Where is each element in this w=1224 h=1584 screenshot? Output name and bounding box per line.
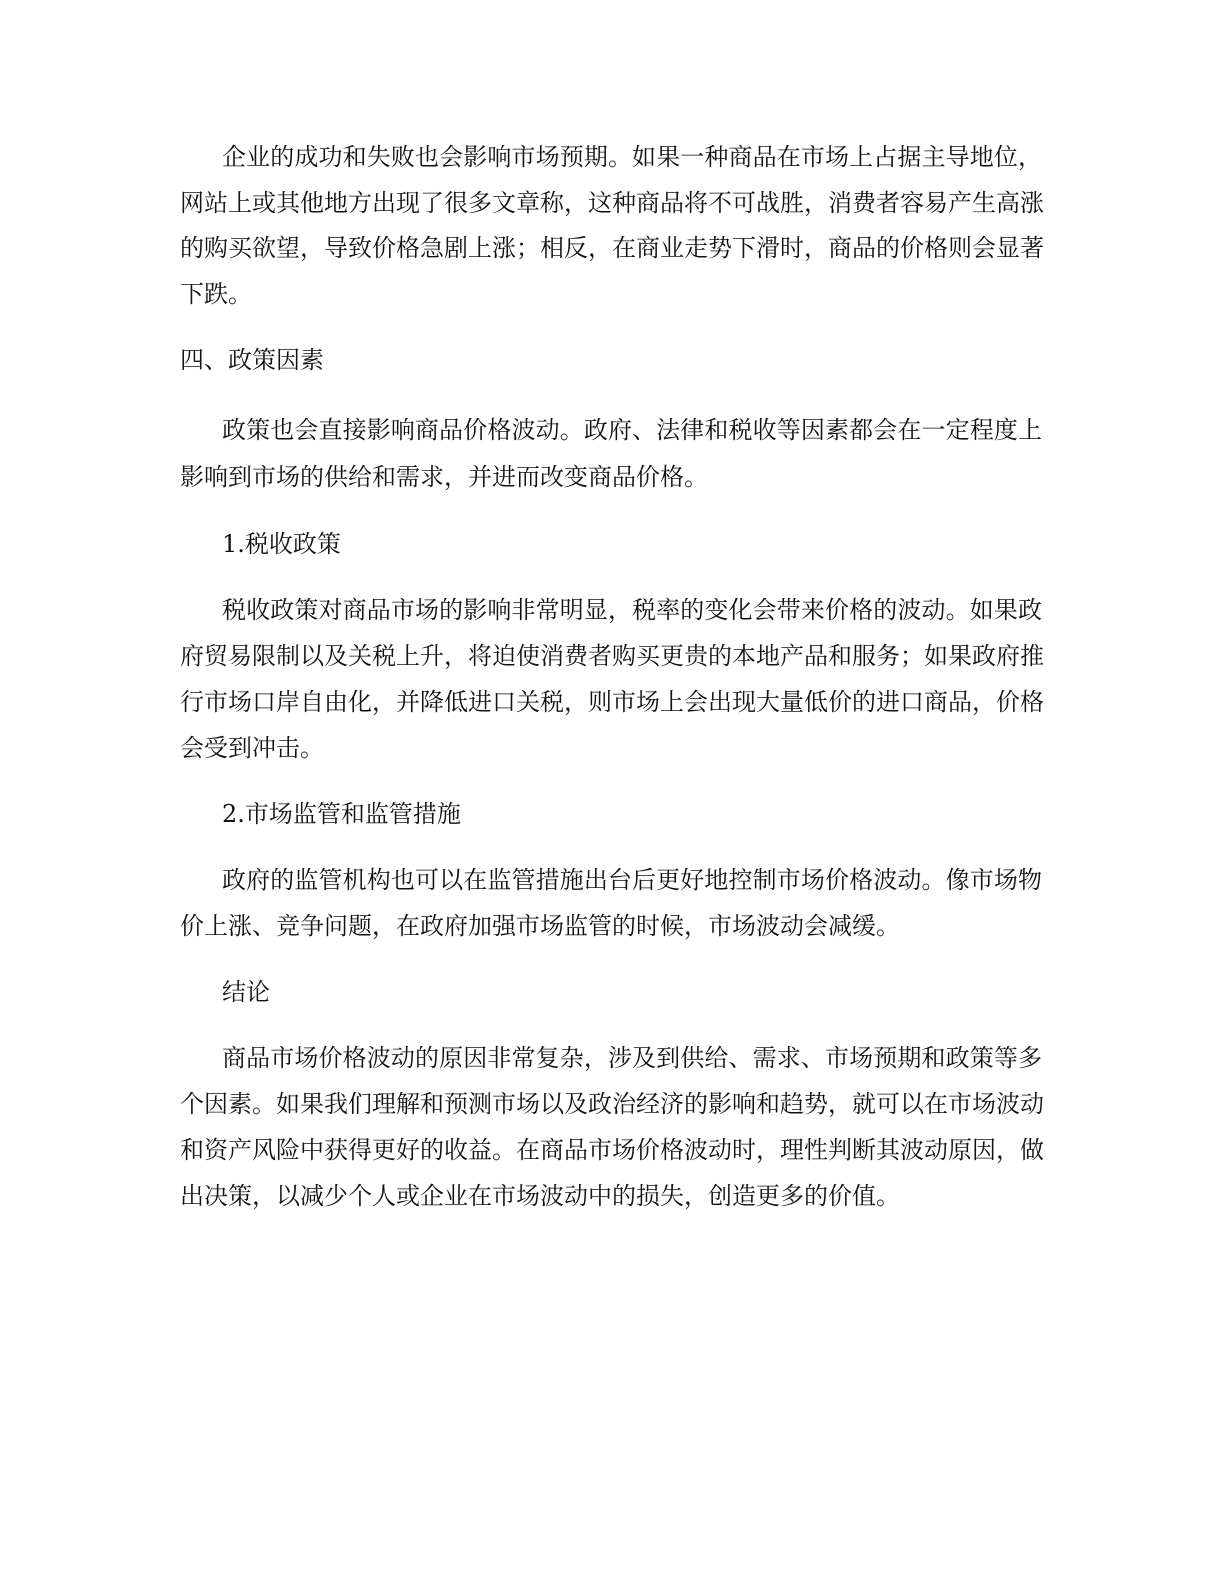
paragraph-line: 的购买欲望，导致价格急剧上涨；相反，在商业走势下滑时，商品的价格则会显著 bbox=[180, 234, 1044, 262]
paragraph-line: 税收政策对商品市场的影响非常明显，税率的变化会带来价格的波动。如果政 bbox=[222, 596, 1042, 624]
paragraph-line: 影响到市场的供给和需求，并进而改变商品价格。 bbox=[180, 463, 708, 491]
paragraph-line: 和资产风险中获得更好的收益。在商品市场价格波动时，理性判断其波动原因，做 bbox=[180, 1136, 1044, 1164]
paragraph-line: 下跌。 bbox=[180, 280, 252, 308]
paragraph-line: 行市场口岸自由化，并降低进口关税，则市场上会出现大量低价的进口商品，价格 bbox=[180, 688, 1044, 716]
paragraph-line: 商品市场价格波动的原因非常复杂，涉及到供给、需求、市场预期和政策等多 bbox=[222, 1044, 1042, 1072]
paragraph-line: 出决策，以减少个人或企业在市场波动中的损失，创造更多的价值。 bbox=[180, 1182, 900, 1210]
paragraph-line: 网站上或其他地方出现了很多文章称，这种商品将不可战胜，消费者容易产生高涨 bbox=[180, 189, 1044, 217]
paragraph-line: 府贸易限制以及关税上升，将迫使消费者购买更贵的本地产品和服务；如果政府推 bbox=[180, 642, 1044, 670]
section-heading: 四、政策因素 bbox=[180, 346, 324, 374]
paragraph-line: 政府的监管机构也可以在监管措施出台后更好地控制市场价格波动。像市场物 bbox=[222, 866, 1042, 894]
paragraph-line: 政策也会直接影响商品价格波动。政府、法律和税收等因素都会在一定程度上 bbox=[222, 416, 1042, 444]
subsection-heading: 2.市场监管和监管措施 bbox=[222, 800, 461, 828]
paragraph-line: 企业的成功和失败也会影响市场预期。如果一种商品在市场上占据主导地位， bbox=[222, 143, 1042, 171]
subsection-heading: 1.税收政策 bbox=[222, 530, 341, 558]
paragraph-line: 会受到冲击。 bbox=[180, 734, 324, 762]
subsection-heading: 结论 bbox=[222, 978, 270, 1006]
paragraph-line: 价上涨、竞争问题，在政府加强市场监管的时候，市场波动会减缓。 bbox=[180, 912, 900, 940]
paragraph-line: 个因素。如果我们理解和预测市场以及政治经济的影响和趋势，就可以在市场波动 bbox=[180, 1090, 1044, 1118]
